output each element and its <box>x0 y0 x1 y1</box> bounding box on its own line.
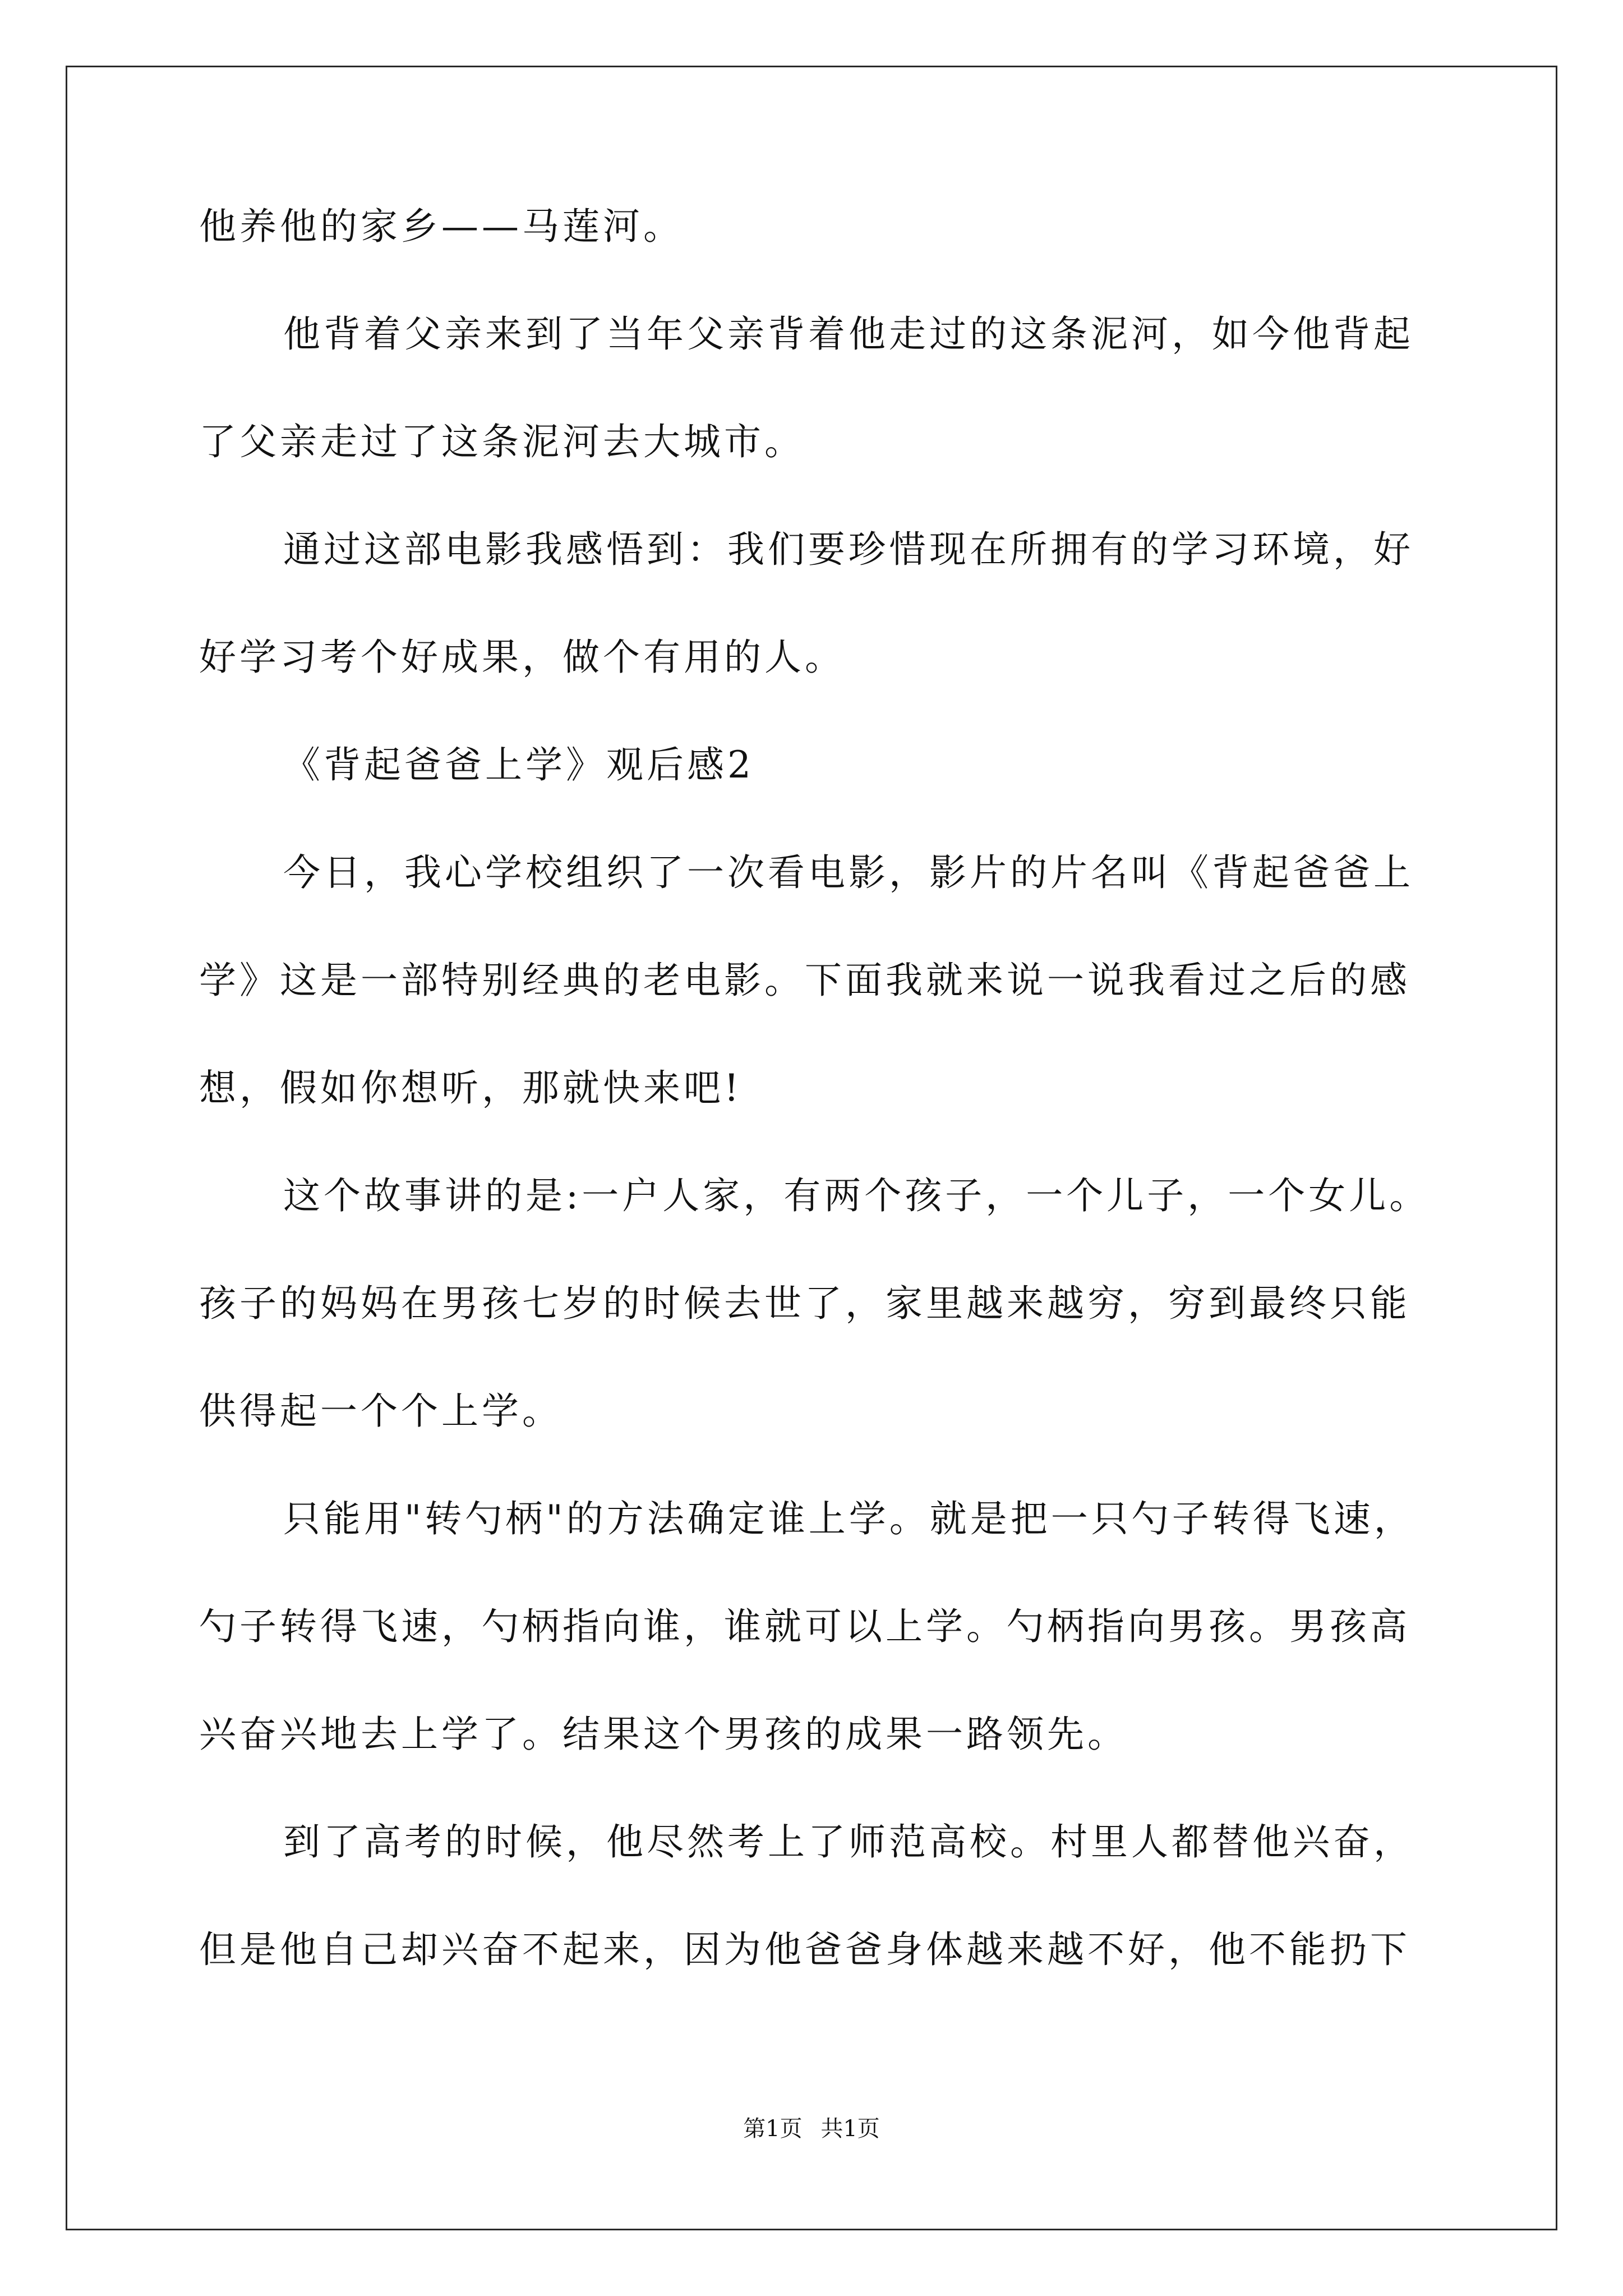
text-line: 了父亲走过了这条泥河去大城市。 <box>199 420 805 463</box>
text-line: 想，假如你想听，那就快来吧! <box>199 1066 743 1110</box>
text-line: 这个故事讲的是:一户人家，有两个孩子，一个儿子，一个女儿。 <box>283 1174 1430 1217</box>
text-line: 但是他自己却兴奋不起来，因为他爸爸身体越来越不好，他不能扔下 <box>199 1928 1410 1971</box>
text-line: 兴奋兴地去上学了。结果这个男孩的成果一路领先。 <box>199 1713 1128 1756</box>
text-line: 只能用"转勺柄"的方法确定谁上学。就是把一只勺子转得飞速， <box>283 1497 1414 1540</box>
text-line: 今日，我心学校组织了一次看电影，影片的片名叫《背起爸爸上 <box>283 851 1414 894</box>
text-line: 他背着父亲来到了当年父亲背着他走过的这条泥河，如今他背起 <box>283 312 1414 356</box>
page-footer <box>0 2115 1623 2143</box>
text-line: 好学习考个好成果，做个有用的人。 <box>199 636 845 679</box>
page-number-total: 共1页 <box>820 2116 880 2142</box>
section-heading: 《背起爸爸上学》观后感2 <box>283 743 754 786</box>
text-line: 通过这部电影我感悟到：我们要珍惜现在所拥有的学习环境，好 <box>283 528 1414 571</box>
text-line: 他养他的家乡——马莲河。 <box>199 205 684 248</box>
page-number-current: 第1页 <box>743 2116 803 2142</box>
text-line: 供得起一个个上学。 <box>199 1389 562 1433</box>
page-border <box>66 66 1557 2230</box>
text-line: 孩子的妈妈在男孩七岁的时候去世了，家里越来越穷，穷到最终只能 <box>199 1282 1410 1325</box>
text-line: 勺子转得飞速，勺柄指向谁，谁就可以上学。勺柄指向男孩。男孩高 <box>199 1605 1410 1648</box>
text-line: 学》这是一部特别经典的老电影。下面我就来说一说我看过之后的感 <box>199 959 1410 1002</box>
text-line: 到了高考的时候，他尽然考上了师范高校。村里人都替他兴奋， <box>283 1820 1414 1864</box>
